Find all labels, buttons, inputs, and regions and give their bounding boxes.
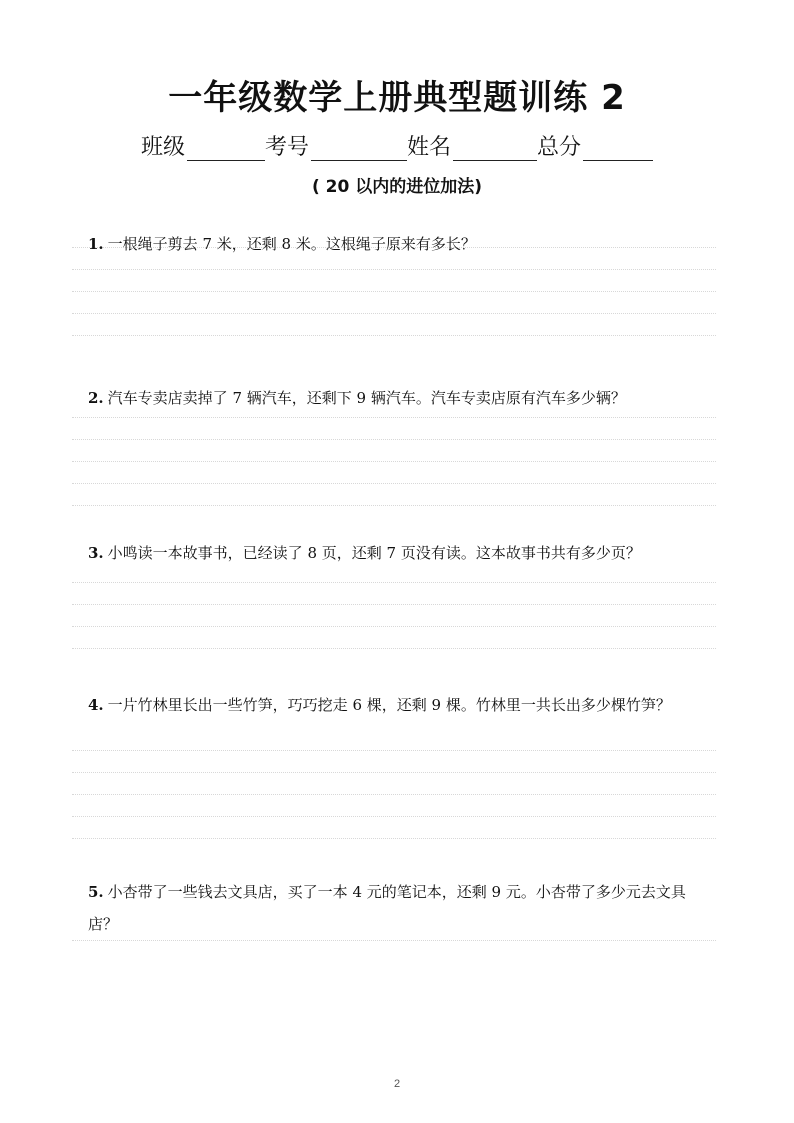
answer-area-3[interactable] [72, 582, 716, 670]
question-3 [88, 537, 708, 569]
question-number: 4. [88, 696, 104, 714]
question-text [88, 537, 708, 569]
score-blank[interactable] [583, 138, 653, 161]
dotted-line [72, 582, 716, 583]
dotted-line [72, 335, 716, 336]
class-blank[interactable] [187, 138, 265, 161]
class-label: 班级 [140, 135, 185, 160]
question-4 [88, 689, 708, 721]
question-text [88, 228, 708, 260]
number-blank[interactable] [311, 138, 407, 161]
number-field [265, 130, 407, 161]
question-number: 2. [88, 389, 104, 407]
question-2 [88, 382, 708, 414]
dotted-line [72, 439, 716, 440]
dotted-line [72, 505, 716, 506]
dotted-line [72, 313, 716, 314]
dotted-line [72, 483, 716, 484]
dotted-line [72, 838, 716, 839]
dotted-line [72, 648, 716, 649]
answer-area-5[interactable] [72, 940, 716, 962]
dotted-line [72, 772, 716, 773]
dotted-line [72, 417, 716, 418]
question-body: 一片竹林里长出一些竹笋，巧巧挖走 6 棵，还剩 9 棵。竹林里一共长出多少棵竹笋？ [107, 696, 671, 714]
question-text [88, 876, 708, 940]
dotted-line [72, 461, 716, 462]
question-text [88, 382, 708, 414]
question-number: 5. [88, 883, 104, 901]
score-label: 总分 [537, 135, 582, 160]
question-body: 小杏带了一些钱去文具店，买了一本 4 元的笔记本，还剩 9 元。小杏带了多少元去文具店？ [88, 883, 686, 933]
question-number: 1. [88, 235, 104, 253]
class-field [141, 130, 265, 161]
question-text [88, 689, 708, 721]
name-label: 姓名 [407, 135, 452, 160]
dotted-line [72, 604, 716, 605]
question-number: 3. [88, 544, 104, 562]
answer-area-1[interactable] [72, 247, 716, 357]
dotted-line [72, 816, 716, 817]
dotted-line [72, 940, 716, 941]
answer-area-2[interactable] [72, 417, 716, 527]
question-1 [88, 228, 708, 260]
question-body: 汽车专卖店卖掉了 7 辆汽车，还剩下 9 辆汽车。汽车专卖店原有汽车多少辆？ [107, 389, 626, 407]
student-info-row [0, 130, 794, 161]
dotted-line [72, 291, 716, 292]
score-field [537, 130, 653, 161]
question-body: 小鸣读一本故事书，已经读了 8 页，还剩 7 页没有读。这本故事书共有多少页？ [107, 544, 641, 562]
page-number: 2 [393, 1078, 401, 1090]
worksheet-title: 一年级数学上册典型题训练 2 [168, 78, 626, 118]
name-field [407, 130, 537, 161]
dotted-line [72, 750, 716, 751]
question-5 [88, 876, 708, 940]
dotted-line [72, 626, 716, 627]
number-label: 考号 [264, 135, 309, 160]
dotted-line [72, 269, 716, 270]
worksheet-subtitle: ( 20 以内的进位加法) [311, 177, 483, 197]
question-body: 一根绳子剪去 7 米，还剩 8 米。这根绳子原来有多长？ [107, 235, 476, 253]
name-blank[interactable] [453, 138, 537, 161]
dotted-line [72, 794, 716, 795]
answer-area-4[interactable] [72, 750, 716, 860]
